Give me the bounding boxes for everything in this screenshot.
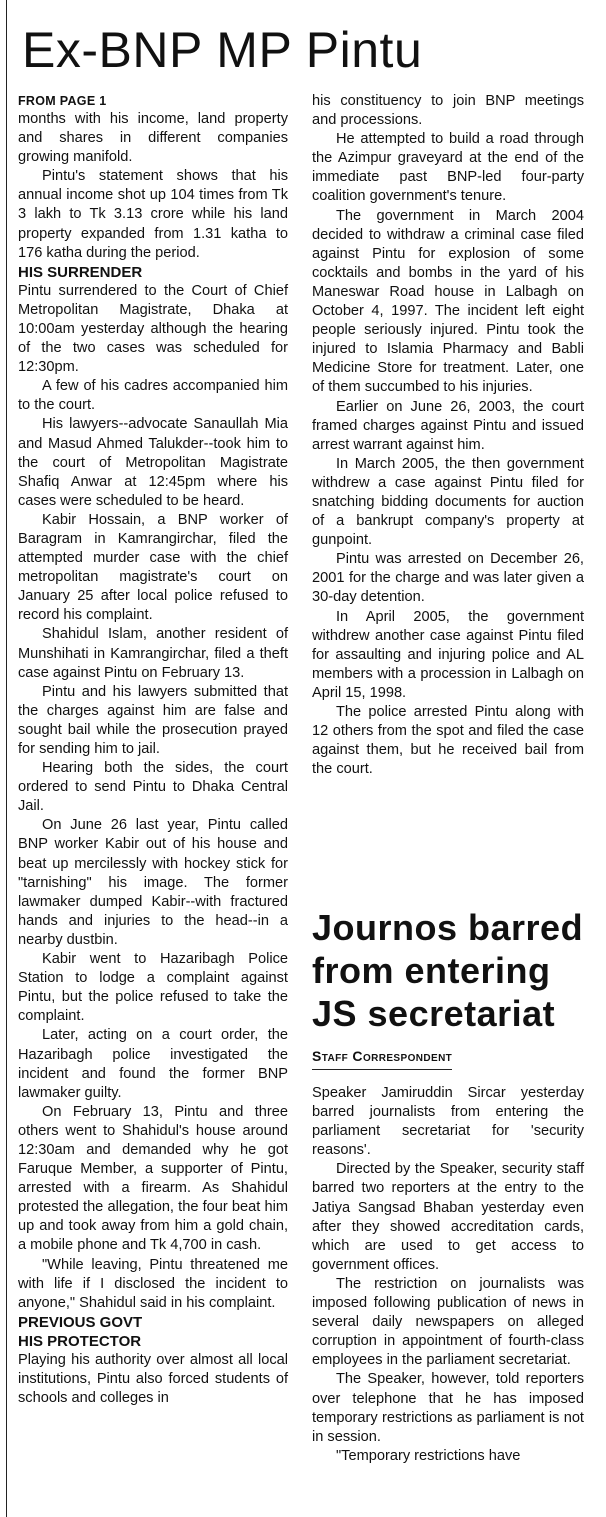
- article-paragraph: A few of his cadres accompanied him to the court.: [18, 378, 288, 414]
- dateline: FROM PAGE 1: [18, 94, 107, 108]
- article-paragraph: Shahidul Islam, another resident of Munshihati in Kamrangirchar, filed a theft case against Pintu on February 13.: [18, 626, 288, 681]
- article-paragraph: "While leaving, Pintu threatened me with life if I disclosed the incident to anyone," Shahidul said in his complaint.: [18, 1256, 288, 1311]
- article-column-left: [18, 92, 288, 1408]
- subhead-his-protector: HIS PROTECTOR: [18, 1332, 142, 1350]
- article-paragraph: months with his income, land property and shares in different companies growing manifold.: [18, 111, 288, 166]
- article-paragraph: The restriction on journalists was imposed following publication of news in several daily newspapers on alleged corruption in appointment of fourth-class employees in the parliament secretariat.: [312, 1275, 584, 1369]
- article-paragraph: Kabir went to Hazaribagh Police Station to lodge a complaint against Pintu, but the police refused to take the complaint.: [18, 951, 288, 1025]
- byline: Staff Correspondent: [312, 1048, 452, 1070]
- article-paragraph: Directed by the Speaker, security staff barred two reporters at the entry to the Jatiya Sangsad Bhaban yesterday even after they showed accreditation cards, which are used to get access to government offices.: [312, 1161, 584, 1273]
- article-paragraph: Pintu was arrested on December 26, 2001 for the charge and was later given a 30-day detention.: [312, 551, 584, 606]
- subhead-previous-govt: PREVIOUS GOVT: [18, 1313, 143, 1331]
- article-paragraph: his constituency to join BNP meetings and processions.: [312, 93, 584, 129]
- article-paragraph: "Temporary restrictions have: [336, 1447, 521, 1464]
- article-column-right: [312, 92, 584, 779]
- article-paragraph: Pintu and his lawyers submitted that the charges against him are false and sought bail while the prosecution prayed for sending him to jail.: [18, 683, 288, 757]
- article-paragraph: The police arrested Pintu along with 12 others from the spot and filed the case against them, but he received bail from the court.: [312, 704, 584, 778]
- article-paragraph: He attempted to build a road through the Azimpur graveyard at the end of the immediate past BNP-led four-party coalition government's tenure.: [312, 131, 584, 205]
- article-paragraph: On February 13, Pintu and three others went to Shahidul's house around 12:30am and demanded why he got Faruque Member, a supporter of Pintu, arrested with a firearm. As Shahidul protested the allegation, the four beat him up and took away from him a gold chain, a mobile phone and Tk 4,700 in cash.: [18, 1103, 288, 1254]
- article-paragraph: His lawyers--advocate Sanaullah Mia and Masud Ahmed Talukder--took him to the court of Metropolitan Magistrate Shafiq Anwar at 12:45pm where his cases were scheduled to be heard.: [18, 416, 288, 509]
- article-body: [312, 1084, 584, 1466]
- article-paragraph: Later, acting on a court order, the Hazaribagh police investigated the incident and found the former BNP lawmaker guilty.: [18, 1027, 288, 1101]
- article-paragraph: The government in March 2004 decided to withdraw a criminal case filed against Pintu for explosion of some cocktails and bombs in the yard of his Maneswar Road house in Lalbagh on October 4, 1997. The incident left eight people seriously injured. Pintu took the injured to Islamia Pharmacy and Babli Medicine Store for treatment. Later, one of them succumbed to his injuries.: [312, 207, 584, 396]
- article-paragraph: Hearing both the sides, the court ordered to send Pintu to Dhaka Central Jail.: [18, 760, 288, 815]
- article-paragraph: In March 2005, the then government withdrew a case against Pintu filed for snatching bidding documents for auction of a bankrupt company's property at gunpoint.: [312, 455, 584, 549]
- headline-pintu: Ex-BNP MP Pintu: [22, 22, 423, 78]
- subhead-surrender: HIS SURRENDER: [18, 263, 143, 281]
- article-paragraph: Pintu surrendered to the Court of Chief Metropolitan Magistrate, Dhaka at 10:00am yesterday although the hearing of the two cases was scheduled for 12:30pm.: [18, 282, 288, 376]
- article-paragraph: Speaker Jamiruddin Sircar yesterday barred journalists from entering the parliament secretariat for 'security reasons'.: [312, 1085, 584, 1159]
- headline-journos: Journos barred from entering JS secretariat: [312, 907, 584, 1034]
- article-paragraph: In April 2005, the government withdrew another case against Pintu filed for assaulting and injuring police and AL members with a procession in Lalbagh on April 15, 1998.: [312, 608, 584, 701]
- article-paragraph: On June 26 last year, Pintu called BNP worker Kabir out of his house and beat up mercilessly with hockey stick for "tarnishing" his image. The former lawmaker dumped Kabir--with fractured hands and injuries to the head--in a nearby dustbin.: [18, 817, 288, 948]
- article-paragraph: Pintu's statement shows that his annual income shot up 104 times from Tk 3 lakh to Tk 3.13 crore while his land property expanded from 1.31 katha to 176 katha during the period.: [18, 168, 288, 261]
- column-rule: [6, 0, 7, 1517]
- article-paragraph: The Speaker, however, told reporters over telephone that he has imposed temporary restrictions as parliament is not in session.: [312, 1371, 584, 1445]
- article-journos-barred: [312, 906, 584, 1466]
- article-paragraph: Kabir Hossain, a BNP worker of Baragram in Kamrangirchar, filed the attempted murder case with the chief metropolitan magistrate's court on January 25 after local police refused to record his complaint.: [18, 511, 288, 624]
- article-paragraph: Playing his authority over almost all local institutions, Pintu also forced students of schools and colleges in: [18, 1351, 288, 1406]
- article-paragraph: Earlier on June 26, 2003, the court framed charges against Pintu and issued arrest warrant against him.: [312, 398, 584, 453]
